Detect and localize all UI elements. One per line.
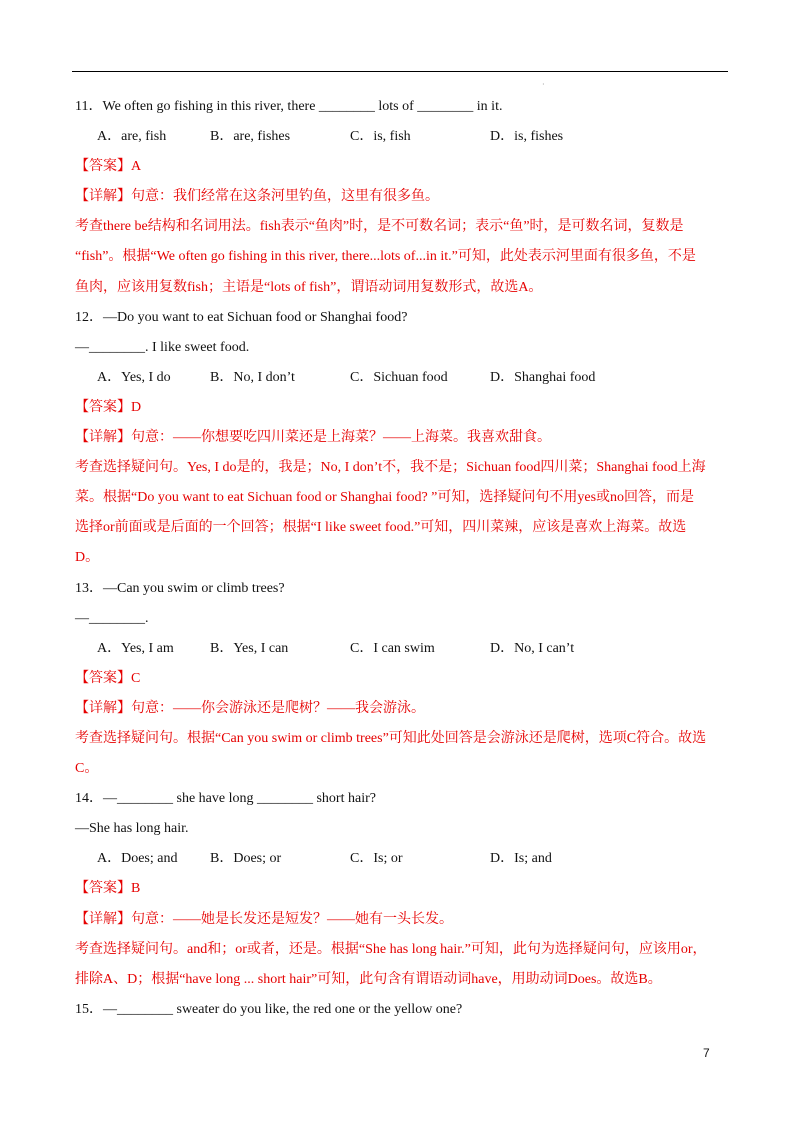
- option-d: D．No, I can’t: [490, 640, 575, 656]
- answer-label: 【答案】D: [75, 399, 142, 415]
- question-text: 11．We often go fishing in this river, there ________ lots of ________ in it.: [75, 99, 503, 114]
- explanation-line: 排除A、D；根据“have long ... short hair”可知，此句含有谓语动词have，用助动词Does。故选B。: [75, 971, 662, 987]
- options-row: [75, 367, 725, 389]
- explanation-line: 鱼肉，应该用复数fish；主语是“lots of fish”，谓语动词用复数形式，故选A。: [75, 279, 543, 295]
- option-d: D．Shanghai food: [490, 369, 596, 385]
- explanation-line: 【详解】句意：——你会游泳还是爬树？——我会游泳。: [75, 700, 425, 716]
- option-b: B．Does; or: [210, 851, 282, 867]
- page-number: 7: [703, 1046, 710, 1060]
- options-row: [75, 848, 725, 870]
- question-text: —________.: [75, 610, 149, 626]
- option-a: A．are, fish: [97, 129, 167, 145]
- header-mark: ·: [542, 80, 545, 89]
- question-text: —________. I like sweet food.: [75, 339, 250, 355]
- question-text: 12．—Do you want to eat Sichuan food or Shanghai food?: [75, 309, 408, 325]
- explanation-line: 考查there be结构和名词用法。fish表示“鱼肉”时，是不可数名词；表示“鱼”时，是可数名词，复数是: [75, 219, 684, 235]
- options-row: [75, 126, 725, 148]
- options-row: [75, 638, 725, 660]
- question-block: [75, 578, 725, 789]
- option-a: A．Yes, I do: [97, 369, 171, 385]
- option-a: A．Yes, I am: [97, 640, 174, 656]
- question-text: 15．—________ sweater do you like, the red one or the yellow one?: [75, 1001, 463, 1017]
- option-d: D．Is; and: [490, 851, 552, 867]
- explanation-line: D。: [75, 550, 100, 566]
- option-c: C．I can swim: [350, 640, 435, 656]
- option-a: A．Does; and: [97, 851, 178, 867]
- explanation-line: 【详解】句意：——你想要吃四川菜还是上海菜？——上海菜。我喜欢甜食。: [75, 430, 551, 446]
- header-rule: [72, 71, 728, 72]
- explanation-line: 选择or前面或是后面的一个回答；根据“I like sweet food.”可知，四川菜辣，应该是喜欢上海菜。故选: [75, 520, 687, 536]
- option-b: B．are, fishes: [210, 129, 291, 145]
- option-d: D．is, fishes: [490, 129, 564, 145]
- question-text: 13．—Can you swim or climb trees?: [75, 580, 285, 596]
- question-block: [75, 96, 725, 307]
- explanation-line: 考查选择疑问句。and和；or或者，还是。根据“She has long hair.”可知，此句为选择疑问句，应该用or，: [75, 941, 707, 957]
- question-text: 14．—________ she have long ________ short hair?: [75, 791, 376, 807]
- option-c: C．Is; or: [350, 851, 403, 867]
- explanation-line: 【详解】句意：我们经常在这条河里钓鱼，这里有很多鱼。: [75, 189, 439, 205]
- explanation-line: 菜。根据“Do you want to eat Sichuan food or Shanghai food? ”可知，选择疑问句不用yes或no回答，而是: [75, 490, 695, 506]
- question-block: [75, 307, 725, 578]
- answer-label: 【答案】A: [75, 159, 142, 175]
- explanation-line: C。: [75, 761, 99, 777]
- option-b: B．No, I don’t: [210, 369, 295, 385]
- question-block: [75, 788, 725, 999]
- explanation-line: 【详解】句意：——她是长发还是短发？——她有一头长发。: [75, 911, 453, 927]
- question-block: [75, 999, 725, 1029]
- question-list: [75, 96, 725, 1029]
- option-c: C．is, fish: [350, 129, 411, 145]
- option-c: C．Sichuan food: [350, 369, 448, 385]
- answer-label: 【答案】B: [75, 881, 141, 897]
- explanation-line: “fish”。根据“We often go fishing in this river, there...lots of...in it.”可知，此处表示河里面有很多鱼，不是: [75, 249, 696, 265]
- answer-label: 【答案】C: [75, 670, 141, 686]
- question-text: —She has long hair.: [75, 821, 189, 837]
- explanation-line: 考查选择疑问句。Yes, I do是的，我是；No, I don’t不，我不是；Sichuan food四川菜；Shanghai food上海: [75, 460, 706, 476]
- option-b: B．Yes, I can: [210, 640, 289, 656]
- explanation-line: 考查选择疑问句。根据“Can you swim or climb trees”可知此处回答是会游泳还是爬树，选项C符合。故选: [75, 730, 707, 746]
